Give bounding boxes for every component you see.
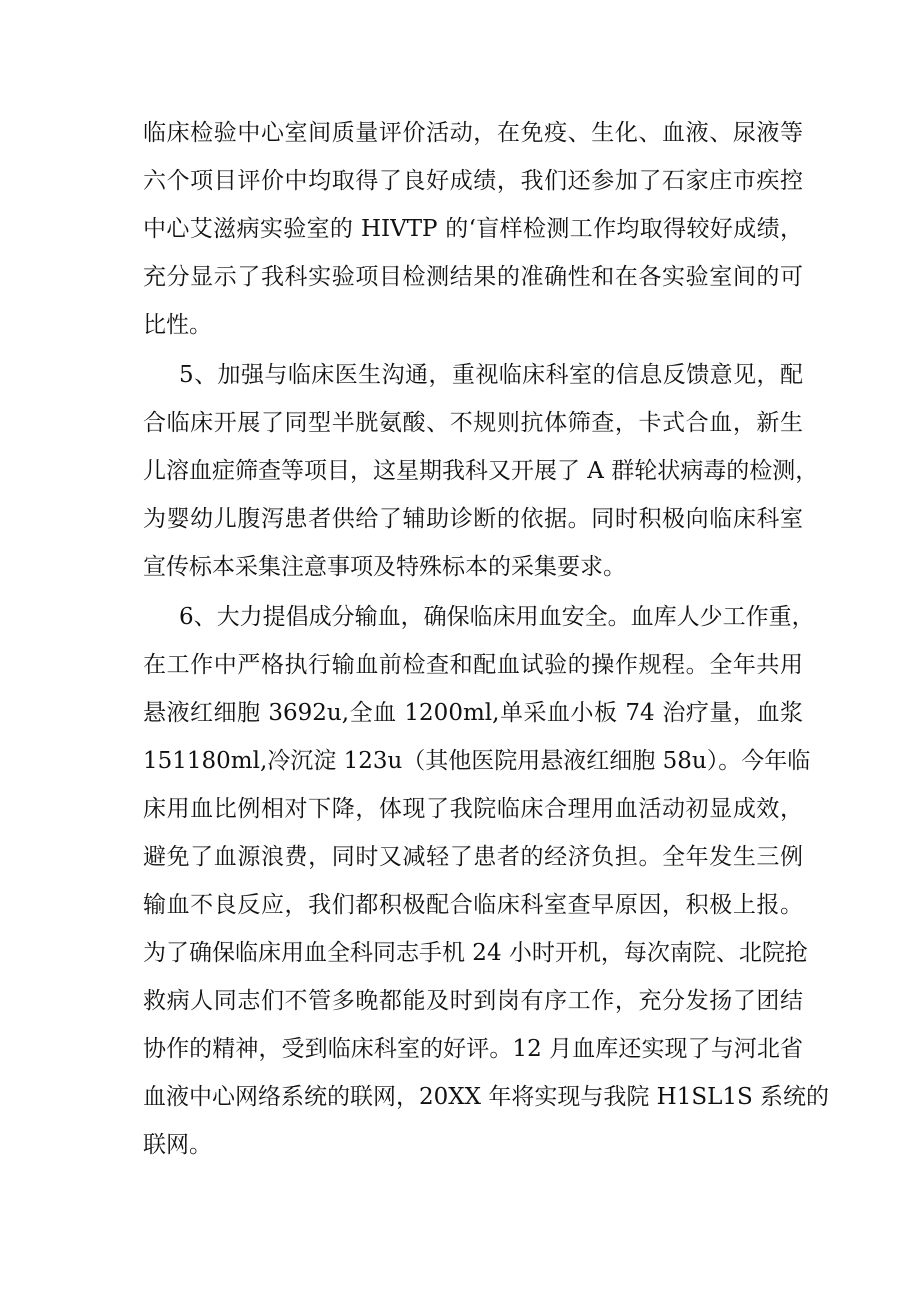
text-line: 联网。 — [143, 1132, 212, 1158]
text-line: 救病人同志们不管多晚都能及时到岗有序工作，充分发扬了团结 — [143, 988, 803, 1014]
text-line: 六个项目评价中均取得了良好成绩，我们还参加了石家庄市疾控 — [143, 168, 803, 194]
text-line: 儿溶血症筛查等项目，这星期我科又开展了 A 群轮状病毒的检测， — [143, 458, 819, 484]
paragraph-2 — [143, 351, 819, 591]
text-line: 避免了血源浪费，同时又减轻了患者的经济负担。全年发生三例 — [143, 844, 803, 870]
paragraph-3 — [143, 593, 830, 1169]
text-line: 151180ml,冷沉淀 123u（其他医院用悬液红细胞 58u）。今年临 — [143, 748, 811, 774]
text-line: 6、大力提倡成分输血，确保临床用血安全。血库人少工作重， — [179, 604, 815, 630]
text-line: 床用血比例相对下降，体现了我院临床合理用血活动初显成效， — [143, 796, 803, 822]
text-line: 充分显示了我科实验项目检测结果的准确性和在各实验室间的可 — [143, 264, 803, 290]
text-line: 输血不良反应，我们都积极配合临床科室查早原因，积极上报。 — [143, 892, 803, 918]
text-line: 协作的精神，受到临床科室的好评。12 月血库还实现了与河北省 — [143, 1036, 803, 1062]
text-line: 在工作中严格执行输血前检查和配血试验的操作规程。全年共用 — [143, 652, 803, 678]
text-line: 为婴幼儿腹泻患者供给了辅助诊断的依据。同时积极向临床科室 — [143, 506, 803, 532]
text-line: 比性。 — [143, 312, 212, 338]
text-line: 悬液红细胞 3692u,全血 1200ml,单采血小板 74 治疗量，血浆 — [143, 700, 803, 726]
paragraph-1 — [143, 109, 803, 349]
text-line: 宣传标本采集注意事项及特殊标本的采集要求。 — [143, 554, 626, 580]
text-line: 5、加强与临床医生沟通，重视临床科室的信息反馈意见，配 — [179, 362, 803, 388]
text-line: 中心艾滋病实验室的 HIVTP 的‘盲样检测工作均取得较好成绩， — [143, 216, 803, 242]
text-line: 合临床开展了同型半胱氨酸、不规则抗体筛查，卡式合血，新生 — [143, 410, 803, 436]
text-line: 为了确保临床用血全科同志手机 24 小时开机，每次南院、北院抢 — [143, 940, 808, 966]
text-line: 临床检验中心室间质量评价活动，在免疫、生化、血液、尿液等 — [143, 120, 803, 146]
text-line: 血液中心网络系统的联网，20XX 年将实现与我院 H1SL1S 系统的 — [143, 1084, 830, 1110]
